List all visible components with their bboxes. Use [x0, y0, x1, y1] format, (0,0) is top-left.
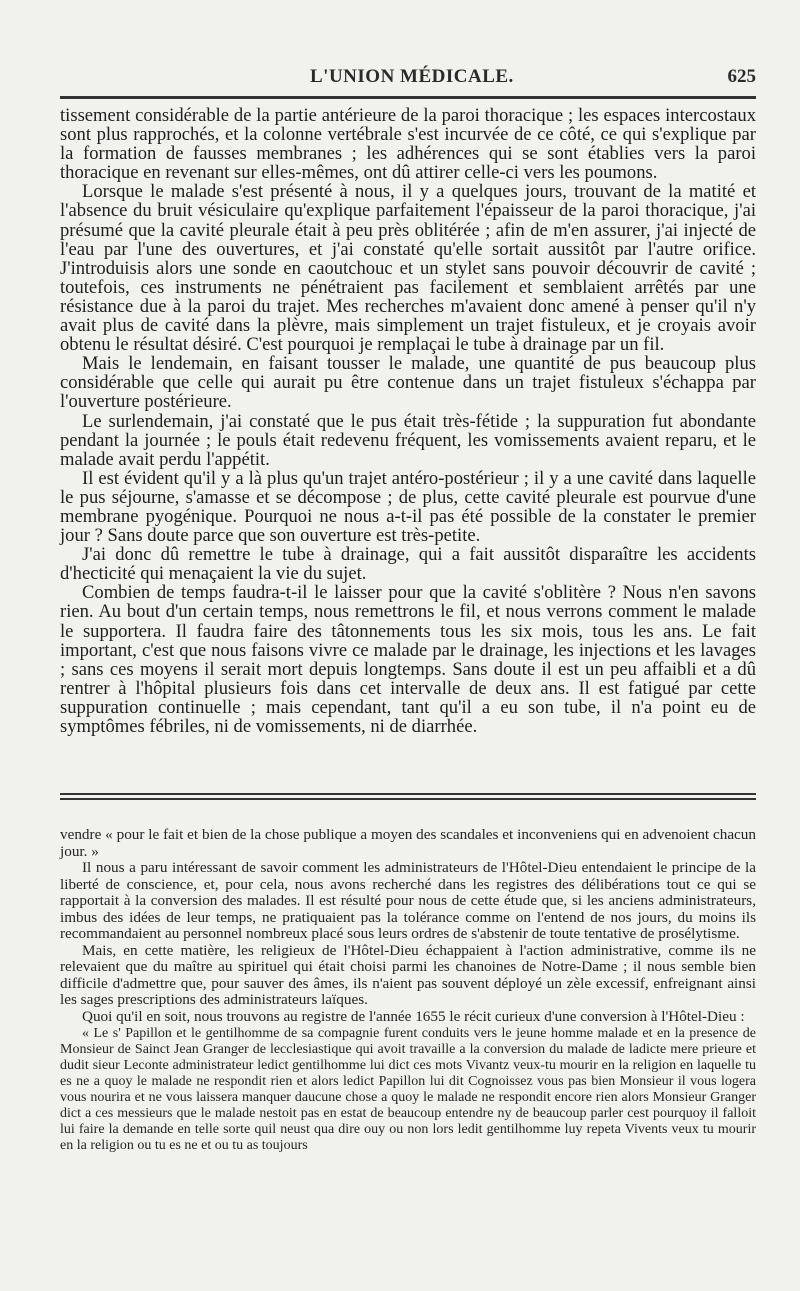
header-rule: [60, 96, 756, 99]
running-title: L'UNION MÉDICALE.: [310, 66, 514, 87]
page-number: 625: [727, 66, 756, 87]
feuilleton-separator: [60, 793, 756, 800]
paragraph: Combien de temps faudra-t-il le laisser pour que la cavité s'oblitère ? Nous n'en savons rien. Au bout d'un certain temps, nous remettrons le fil, et nous verrons comment le malade le supportera. Il faudra faire des tâtonnements tous les six mois, tous les ans. Le fait important, c'est que nous faisons vivre ce malade par le drainage, les injections et les lavages ; sans ces moyens il serait mort depuis longtemps. Sans doute il est un peu affaibli et a dû rentrer à l'hôpital plusieurs fois dans cet intervalle de deux ans. Il est fatigué par cette suppuration continuelle ; mais cependant, tant qu'il a eu son tube, il n'a point eu de symptômes fébriles, ni de vomissements, ni de diarrhée.: [60, 582, 756, 737]
paragraph: tissement considérable de la partie antérieure de la paroi thoracique ; les espaces intercostaux sont plus rapprochés, et la colonne vertébrale s'est incurvée de ce côté, ce qui s'explique par la formation de fausses membranes ; les adhérences qui se sont établies vers la paroi thoracique en revenant sur elles-mêmes, ont dû attirer celle-ci vers les poumons.: [60, 105, 756, 184]
paragraph: J'ai donc dû remettre le tube à drainage, qui a fait aussitôt disparaître les accidents d'hecticité qui menaçaient la vie du sujet.: [60, 544, 756, 585]
feuilleton-paragraph: Mais, en cette matière, les religieux de l'Hôtel-Dieu échappaient à l'action administrative, comme ils ne relevaient que du maître au spirituel qui était choisi parmi les chanoines de Notre-Dame ; il nous semble bien difficile d'admettre que, pour sauver des âmes, ils n'aient pas souvent déployé un zèle excessif, enfreignant ainsi les sages prescriptions des administrateurs laïques.: [60, 941, 756, 1009]
paragraph: Le surlendemain, j'ai constaté que le pus était très-fétide ; la suppuration fut abondante pendant la journée ; le pouls était redevenu fréquent, les vomissements avaient reparu, et le malade avait perdu l'appétit.: [60, 410, 756, 470]
feuilleton-paragraph: Quoi qu'il en soit, nous trouvons au registre de l'année 1655 le récit curieux d'une conversion à l'Hôtel-Dieu :: [82, 1008, 745, 1026]
page-header: [60, 66, 756, 96]
paragraph: Il est évident qu'il y a là plus qu'un trajet antéro-postérieur ; il y a une cavité dans laquelle le pus séjourne, s'amasse et se décompose ; de plus, cette cavité pleurale est pourvue d'une membrane pyogénique. Pourquoi ne nous a-t-il pas été possible de la constater le premier jour ? Sans doute parce que son ouverture est très-petite.: [60, 467, 756, 547]
paragraph: Lorsque le malade s'est présenté à nous, il y a quelques jours, trouvant de la matité et l'absence du bruit vésiculaire qu'explique parfaitement l'épaisseur de la paroi thoracique, j'ai présumé que la cavité pleurale était à peu près oblitérée ; afin de m'en assurer, j'ai injecté de l'eau par l'une des ouvertures, et j'ai constaté qu'elle sortait aussitôt par l'autre orifice. J'introduisis alors une sonde en caoutchouc et un stylet sans pouvoir découvrir de cavité ; toutefois, ces instruments ne pénétraient pas facilement et semblaient arrêtés par une résistance due à la paroi du trajet. Mes recherches m'avaient donc amené à penser qu'il n'y avait plus de cavité dans la plèvre, mais simplement un trajet fistuleux, et je croyais avoir obtenu le résultat désiré. C'est pourquoi je remplaçai le tube à drainage par un fil.: [60, 181, 756, 356]
main-article: [60, 106, 756, 736]
paragraph: Mais le lendemain, en faisant tousser le malade, une quantité de pus beaucoup plus considérable que celle qui aurait pu être contenue dans un trajet fistuleux s'échappa par l'ouverture postérieure.: [60, 353, 756, 413]
feuilleton-paragraph: vendre « pour le fait et bien de la chose publique a moyen des scandales et inconveniens qui en advenoient chacun jour. »: [60, 826, 756, 860]
feuilleton-paragraph: Il nous a paru intéressant de savoir comment les administrateurs de l'Hôtel-Dieu entendaient le principe de la liberté de conscience, et, pour cela, nous avons recherché dans les registres des délibérations tout ce qui se rapportait à la conversion des malades. Il est résulté pour nous de cette étude que, si les anciens administrateurs, imbus des idées de leur temps, ne pratiquaient pas la tolérance comme on l'entend de nos jours, du moins ils recommandaient au personnel nombreux placé sous leurs ordres de s'abstenir de toute tentative de prosélytisme.: [60, 859, 756, 943]
feuilleton-section: [60, 827, 756, 1154]
archival-quote: « Le s' Papillon et le gentilhomme de sa compagnie furent conduits vers le jeune homme malade et en la presence de Monsieur de Sainct Jean Granger de lecclesiastique qui avoit travaille a la conversion du malade de ladicte mere prieure et dudit sieur Leconte administrateur ledict gentilhomme lui dict ces mots Vivantz veux-tu mourir en la religion en laquelle tu es ne a quoy le malade ne respondit rien et alors ledict Papillon lui dit Cognoissez vous pas bien Monsieur il vous logera vous nourira et ne vous laissera manquer daucune chose a quoy le malade ne respondit encore rien alors Monsieur Granger dict a ces messieurs que le malade nestoit pas en estat de beaucoup entendre ny de beaucoup parler cest pourquoy il falloit lui faire la demande en telle sorte quil neust qua dire ouy ou non lors ledit gentilhomme luy repeta Vivents veux tu mourir en la religion ou tu es ne et ou tu as toujours: [60, 1025, 756, 1154]
